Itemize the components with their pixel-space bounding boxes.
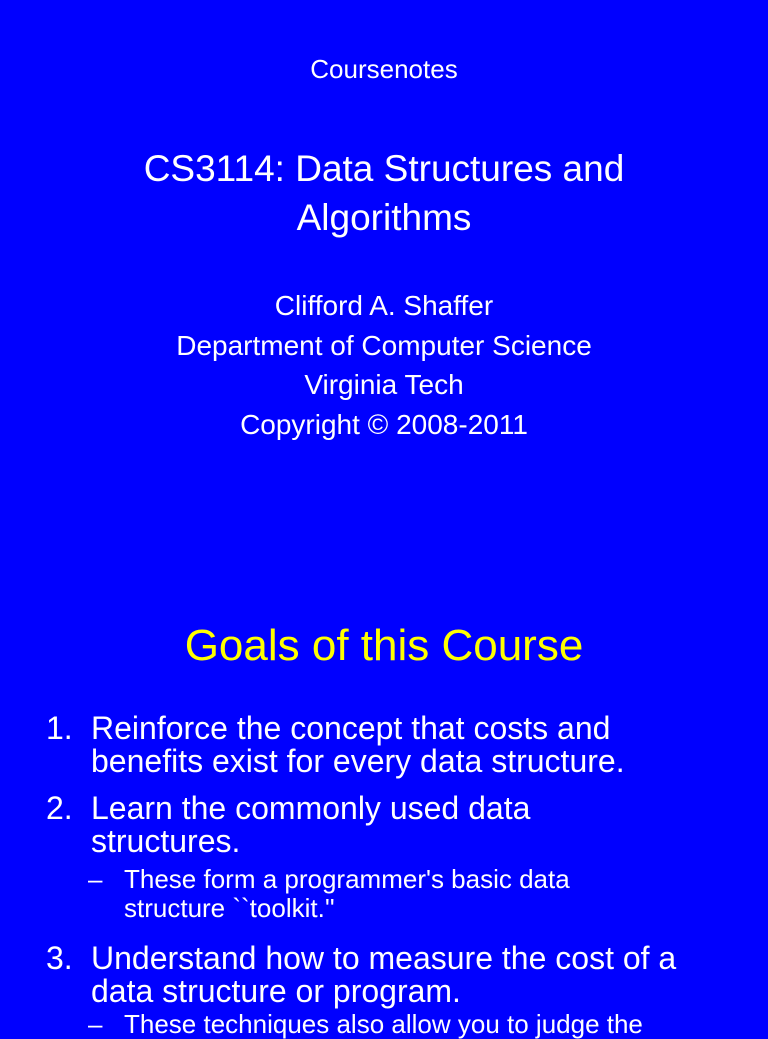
department-name: Department of Computer Science bbox=[176, 329, 592, 361]
sub-item-line: structure ``toolkit.'' bbox=[124, 893, 335, 923]
goal-number: 1. bbox=[46, 710, 73, 746]
goal-text bbox=[91, 942, 746, 1008]
dash-bullet: – bbox=[88, 864, 103, 894]
sub-item-text bbox=[124, 1010, 748, 1039]
goal-text-line: Understand how to measure the cost of a bbox=[91, 940, 677, 976]
dash-bullet: – bbox=[88, 1009, 103, 1039]
goals-title: Goals of this Course bbox=[184, 621, 584, 670]
goal-text-line: Reinforce the concept that costs and bbox=[91, 710, 611, 746]
goal-2-sub-item bbox=[88, 865, 748, 923]
course-title bbox=[0, 144, 768, 242]
goal-text-line: Learn the commonly used data bbox=[91, 790, 531, 826]
author-name: Clifford A. Shaffer bbox=[274, 290, 494, 321]
coursenotes-label: Coursenotes bbox=[310, 54, 458, 84]
author-block bbox=[0, 286, 768, 444]
sub-item-line: These techniques also allow you to judge the bbox=[124, 1009, 643, 1039]
goals-slide bbox=[0, 560, 768, 1039]
goal-number: 3. bbox=[46, 940, 73, 976]
goal-text-line: benefits exist for every data structure. bbox=[91, 743, 625, 779]
goal-item-1 bbox=[46, 712, 746, 778]
course-title-line-1: CS3114: Data Structures and bbox=[143, 148, 625, 189]
goal-3-sub-item bbox=[88, 1010, 748, 1039]
course-title-line-2: Algorithms bbox=[296, 197, 472, 238]
goal-number: 2. bbox=[46, 790, 73, 826]
goal-text-line: structures. bbox=[91, 823, 241, 859]
sub-item-line: These form a programmer's basic data bbox=[124, 864, 570, 894]
goal-text bbox=[91, 712, 746, 778]
copyright-notice: Copyright © 2008-2011 bbox=[240, 408, 528, 440]
goal-text bbox=[91, 792, 746, 858]
institution-name: Virginia Tech bbox=[304, 369, 464, 400]
goal-text-line: data structure or program. bbox=[91, 973, 461, 1009]
sub-item-text bbox=[124, 865, 748, 923]
goal-item-2 bbox=[46, 792, 746, 858]
goal-item-3 bbox=[46, 942, 746, 1008]
